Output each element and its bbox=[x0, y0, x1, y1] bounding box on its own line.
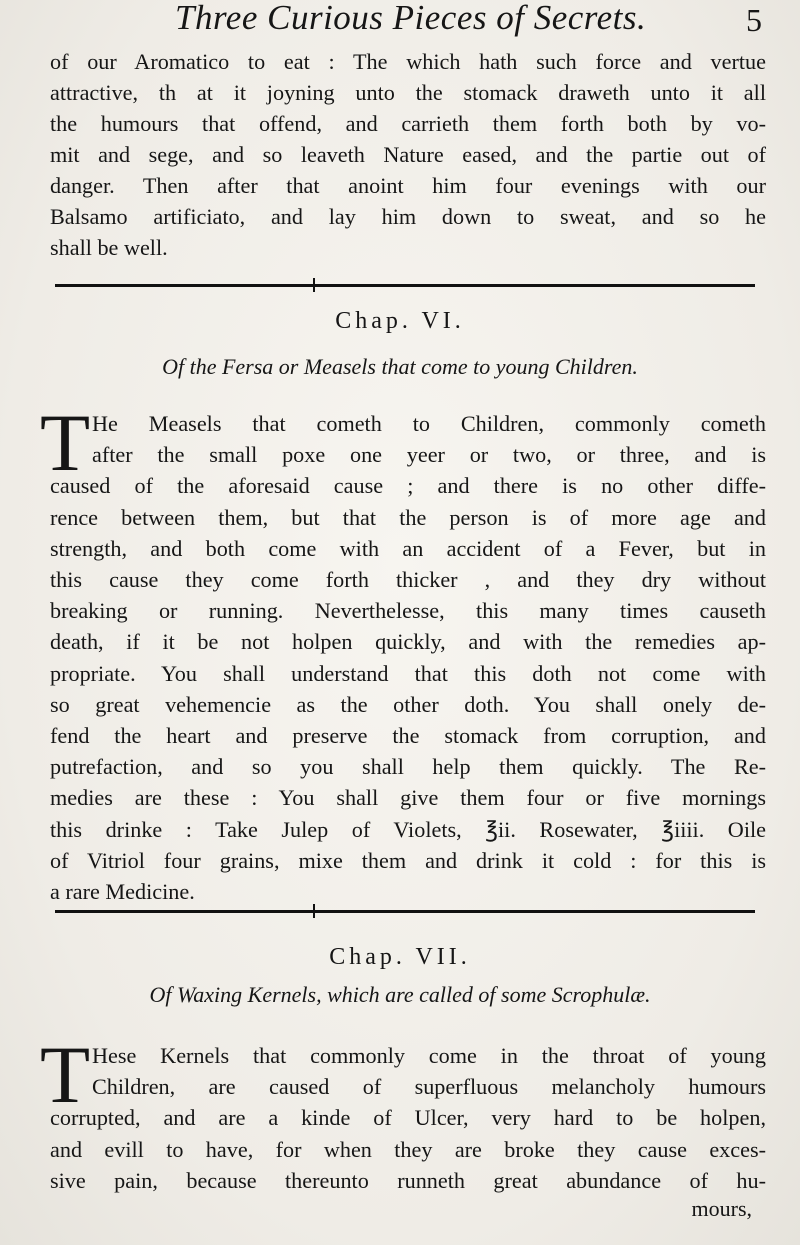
chapter-7-subtitle: Of Waxing Kernels, which are called of some Scrophulæ. bbox=[149, 982, 651, 1007]
text-line: death, if it be not holpen quickly, and with the remedies ap- bbox=[50, 629, 766, 655]
page-header bbox=[0, 0, 800, 44]
text-line: of Vitriol four grains, mixe them and drink it cold : for this is bbox=[50, 847, 766, 873]
chapter-6-drop-cap: T bbox=[40, 397, 91, 488]
text-line: and evill to have, for when they are broke they cause exces- bbox=[50, 1136, 766, 1162]
text-line: putrefaction, and so you shall help them quickly. The Re- bbox=[50, 754, 766, 780]
text-line: after the small poxe one yeer or two, or three, and is bbox=[92, 442, 766, 468]
chapter-6-paragraph bbox=[50, 408, 766, 907]
text-line: breaking or running. Neverthelesse, this many times causeth bbox=[50, 598, 766, 624]
text-line: Hese Kernels that commonly come in the throat of young bbox=[92, 1043, 766, 1068]
chapter-7-drop-cap: T bbox=[40, 1029, 91, 1120]
text-line: this cause they come forth thicker , and they dry without bbox=[50, 567, 766, 593]
text-line: attractive, th at it joyning unto the stomack draweth unto it all bbox=[50, 80, 766, 105]
text-line: Children, are caused of superfluous melancholy humours bbox=[92, 1074, 766, 1100]
section-divider bbox=[55, 910, 755, 913]
text-line: Balsamo artificiato, and lay him down to sweat, and so he bbox=[50, 204, 766, 229]
text-line: caused of the aforesaid cause ; and there is no other diffe- bbox=[50, 473, 766, 499]
running-title: Three Curious Pieces of Secrets. bbox=[175, 0, 647, 37]
text-line: this drinke : Take Julep of Violets, ℥ii. Rosewater, ℥iiii. Oile bbox=[50, 816, 766, 842]
text-line: medies are these : You shall give them four or five mornings bbox=[50, 785, 766, 811]
catchword: mours, bbox=[691, 1196, 752, 1221]
text-line: sive pain, because thereunto runneth great abundance of hu- bbox=[50, 1167, 766, 1193]
continuation-paragraph bbox=[50, 46, 766, 263]
chapter-7-heading: Chap. VII. bbox=[329, 944, 471, 970]
section-divider bbox=[55, 284, 755, 287]
text-line: propriate. You shall understand that this doth not come with bbox=[50, 660, 766, 686]
text-line: rence between them, but that the person is of more age and bbox=[50, 504, 766, 530]
text-line: mit and sege, and so leaveth Nature eased, and the partie out of bbox=[50, 142, 766, 167]
text-line: so great vehemencie as the other doth. You shall onely de- bbox=[50, 691, 766, 717]
text-line: fend the heart and preserve the stomack from corruption, and bbox=[50, 723, 766, 749]
text-line: corrupted, and are a kinde of Ulcer, very hard to be holpen, bbox=[50, 1105, 766, 1131]
text-line: of our Aromatico to eat : The which hath such force and vertue bbox=[50, 49, 766, 74]
text-line: He Measels that cometh to Children, commonly cometh bbox=[92, 411, 766, 436]
page-number: 5 bbox=[746, 2, 762, 38]
chapter-6-heading: Chap. VI. bbox=[335, 308, 465, 334]
text-line: danger. Then after that anoint him four evenings with our bbox=[50, 173, 766, 198]
text-line: shall be well. bbox=[50, 235, 168, 260]
chapter-6-subtitle: Of the Fersa or Measels that come to young Children. bbox=[162, 354, 638, 379]
text-line: a rare Medicine. bbox=[50, 879, 195, 905]
text-line: the humours that offend, and carrieth them forth both by vo- bbox=[50, 111, 766, 136]
text-line: strength, and both come with an accident of a Fever, but in bbox=[50, 535, 766, 561]
chapter-7-paragraph bbox=[50, 1040, 766, 1196]
